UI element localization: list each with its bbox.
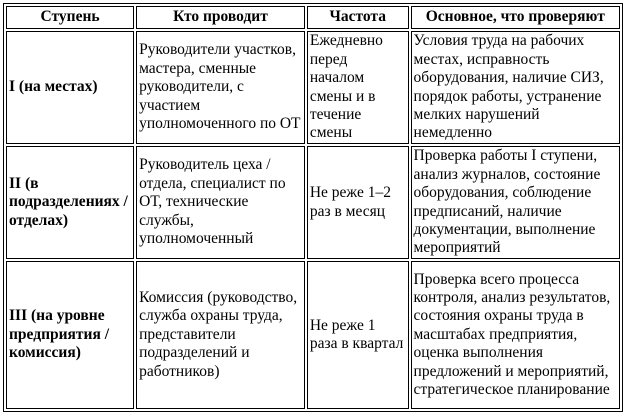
header-frequency: Частота <box>307 6 409 29</box>
stage-cell: III (на уровне предприятия / комиссия) <box>6 261 134 409</box>
frequency-cell: Ежедневно перед началом смены и в течение смены <box>307 31 409 144</box>
table-row <box>6 261 620 409</box>
inspection-stages-table <box>3 3 623 412</box>
table-row <box>6 146 620 259</box>
who-cell: Руководители участков, мастера, сменные руководители, с участием уполномоченного по ОТ <box>136 31 305 144</box>
who-cell: Руководитель цеха / отдела, специалист по ОТ, технические службы, уполномоченный <box>136 146 305 259</box>
who-cell: Комиссия (руководство, служба охраны труда, представители подразделений и работников) <box>136 261 305 409</box>
header-main-checks: Основное, что проверяют <box>411 6 620 29</box>
frequency-cell: Не реже 1–2 раз в месяц <box>307 146 409 259</box>
checks-cell: Проверка работы I ступени, анализ журналов, состояние оборудования, соблюдение предписаний, наличие документации, выполнение мероприятий <box>411 146 620 259</box>
table-header-row <box>6 6 620 29</box>
frequency-cell: Не реже 1 раза в квартал <box>307 261 409 409</box>
table-row <box>6 31 620 144</box>
stage-cell: II (в подразделениях / отделах) <box>6 146 134 259</box>
header-stage: Ступень <box>6 6 134 29</box>
header-who-conducts: Кто проводит <box>136 6 305 29</box>
checks-cell: Проверка всего процесса контроля, анализ результатов, состояния охраны труда в масштабах предприятия, оценка выполнения предложений и мероприятий, стратегическое планирование <box>411 261 620 409</box>
stage-cell: I (на местах) <box>6 31 134 144</box>
checks-cell: Условия труда на рабочих местах, исправность оборудования, наличие СИЗ, порядок работы, устранение мелких нарушений немедленно <box>411 31 620 144</box>
